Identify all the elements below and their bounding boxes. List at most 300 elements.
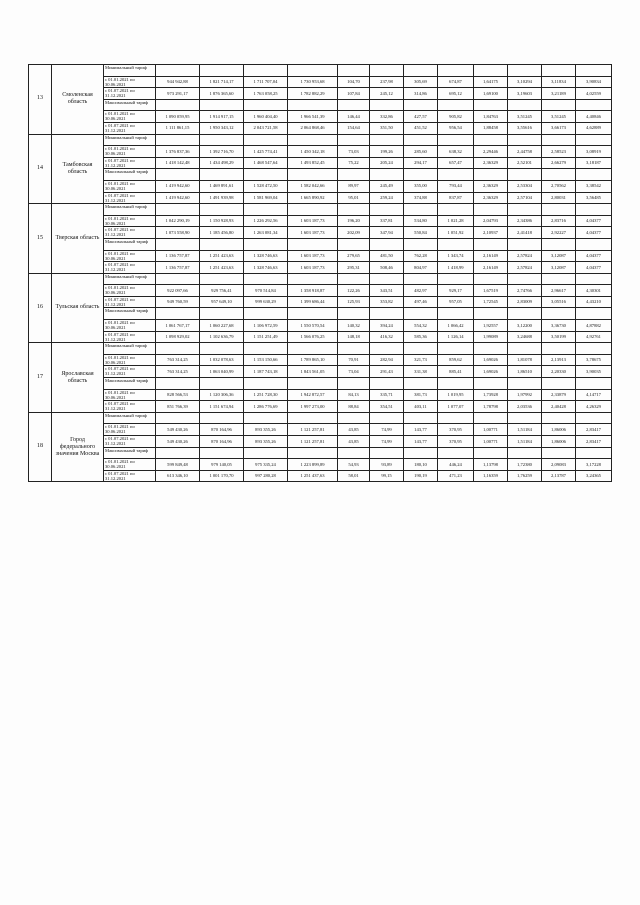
table-row <box>29 285 612 297</box>
value-cell: 1,88458 <box>474 122 508 134</box>
table-row <box>29 296 612 308</box>
value-cell: 2,83009 <box>508 296 542 308</box>
value-cell: 1,73928 <box>474 389 508 401</box>
value-cell: 859,62 <box>438 354 474 366</box>
value-cell: 1,00771 <box>474 436 508 448</box>
value-cell: 337,81 <box>370 215 404 227</box>
value-cell: 929,17 <box>438 285 474 297</box>
value-cell: 403,11 <box>404 401 438 413</box>
value-cell: 314,86 <box>404 88 438 100</box>
value-cell: 1,69026 <box>474 354 508 366</box>
table-row <box>29 366 612 378</box>
value-cell: 3,78675 <box>576 354 612 366</box>
empty-cell <box>370 238 404 250</box>
empty-cell <box>404 447 438 459</box>
value-cell: 4,92761 <box>576 331 612 343</box>
value-cell: 190,19 <box>404 470 438 482</box>
value-cell: 2,36329 <box>474 157 508 169</box>
value-cell: 3,12087 <box>542 262 576 274</box>
value-cell: 279,65 <box>338 250 370 262</box>
value-cell: 122,26 <box>338 285 370 297</box>
table-row <box>29 436 612 448</box>
value-cell: 88,84 <box>338 401 370 413</box>
value-cell: 245,49 <box>370 180 404 192</box>
value-cell: 1,81078 <box>508 354 542 366</box>
row-number: 16 <box>29 273 52 343</box>
value-cell: 1,69100 <box>474 88 508 100</box>
value-cell: 1 914 917,15 <box>200 111 244 123</box>
value-cell: 353,82 <box>370 296 404 308</box>
value-cell: 1,78798 <box>474 401 508 413</box>
period-cell: с 01.07.2021 по 31.12.2021 <box>104 227 156 239</box>
value-cell: 95,01 <box>338 192 370 204</box>
value-cell: 1 763 058,25 <box>244 88 288 100</box>
value-cell: 2,66279 <box>542 157 576 169</box>
table-row <box>29 331 612 343</box>
value-cell: 4,62889 <box>576 122 612 134</box>
empty-cell <box>404 273 438 285</box>
value-cell: 199,26 <box>370 146 404 158</box>
value-cell: 245,12 <box>370 88 404 100</box>
value-cell: 929 756,41 <box>200 285 244 297</box>
value-cell: 2,41418 <box>508 227 542 239</box>
value-cell: 793,44 <box>438 180 474 192</box>
value-cell: 1,86510 <box>508 366 542 378</box>
empty-cell <box>370 204 404 216</box>
value-cell: 3,51245 <box>508 111 542 123</box>
value-cell: 1 469 891,61 <box>200 180 244 192</box>
value-cell: 2,36329 <box>474 192 508 204</box>
value-cell: 1 226 292,56 <box>244 215 288 227</box>
empty-cell <box>576 412 612 424</box>
value-cell: 1 491 939,98 <box>200 192 244 204</box>
value-cell: 4,26329 <box>576 401 612 413</box>
value-cell: 259,24 <box>370 192 404 204</box>
empty-cell <box>438 343 474 355</box>
value-cell: 599 849,48 <box>156 459 200 471</box>
value-cell: 1 251 423,63 <box>200 262 244 274</box>
value-cell: 1 150 928,93 <box>200 215 244 227</box>
table-row <box>29 88 612 100</box>
value-cell: 1 120 306,36 <box>200 389 244 401</box>
empty-cell <box>288 378 338 390</box>
empty-cell <box>542 412 576 424</box>
value-cell: 3,12087 <box>542 250 576 262</box>
empty-cell <box>370 447 404 459</box>
value-cell: 1 603 187,73 <box>288 215 338 227</box>
empty-cell <box>288 99 338 111</box>
value-cell: 2,44758 <box>508 146 542 158</box>
tariff-group-label-row <box>29 447 612 459</box>
empty-cell <box>370 412 404 424</box>
table-row <box>29 459 612 471</box>
empty-cell <box>370 65 404 77</box>
empty-cell <box>200 65 244 77</box>
value-cell: 2,04793 <box>474 215 508 227</box>
empty-cell <box>474 343 508 355</box>
value-cell: 3,66173 <box>542 122 576 134</box>
value-cell: 1 328 746,63 <box>244 262 288 274</box>
value-cell: 870 164,96 <box>200 424 244 436</box>
value-cell: 1 343,74 <box>438 250 474 262</box>
empty-cell <box>288 308 338 320</box>
value-cell: 1 328 746,63 <box>244 250 288 262</box>
empty-cell <box>542 238 576 250</box>
value-cell: 3,12200 <box>508 320 542 332</box>
empty-cell <box>156 412 200 424</box>
value-cell: 1 997 273,00 <box>288 401 338 413</box>
value-cell: 347,94 <box>370 227 404 239</box>
value-cell: 957 649,10 <box>200 296 244 308</box>
empty-cell <box>156 134 200 146</box>
value-cell: 957,05 <box>438 296 474 308</box>
value-cell: 2,83716 <box>542 215 576 227</box>
value-cell: 3,24688 <box>508 331 542 343</box>
period-cell: с 01.01.2021 по 30.06.2021 <box>104 285 156 297</box>
period-cell: с 01.01.2021 по 30.06.2021 <box>104 180 156 192</box>
value-cell: 1 136 757,87 <box>156 250 200 262</box>
period-cell: с 01.01.2021 по 30.06.2021 <box>104 424 156 436</box>
value-cell: 3,38542 <box>576 180 612 192</box>
empty-cell <box>576 273 612 285</box>
value-cell: 1 051,92 <box>438 227 474 239</box>
empty-cell <box>244 65 288 77</box>
value-cell: 1,69026 <box>474 366 508 378</box>
empty-cell <box>288 447 338 459</box>
empty-cell <box>200 308 244 320</box>
value-cell: 1 582 042,66 <box>288 180 338 192</box>
value-cell: 291,43 <box>370 366 404 378</box>
empty-cell <box>404 343 438 355</box>
empty-cell <box>542 273 576 285</box>
value-cell: 140,32 <box>338 320 370 332</box>
value-cell: 1 063 040,99 <box>200 366 244 378</box>
value-cell: 1,72545 <box>474 296 508 308</box>
value-cell: 2,57824 <box>508 250 542 262</box>
value-cell: 343,51 <box>370 285 404 297</box>
value-cell: 2,03536 <box>508 401 542 413</box>
tariff-type-label: Максимальный тариф <box>104 99 156 111</box>
tariff-group-label-row <box>29 65 612 77</box>
value-cell: 613 346,10 <box>156 470 200 482</box>
value-cell: 3,36730 <box>542 320 576 332</box>
empty-cell <box>508 343 542 355</box>
value-cell: 997 280,28 <box>244 470 288 482</box>
period-cell: с 01.01.2021 по 30.06.2021 <box>104 111 156 123</box>
value-cell: 1 151 251,49 <box>244 331 288 343</box>
region-name: Тульская область <box>52 273 104 343</box>
table-row <box>29 354 612 366</box>
table-row <box>29 227 612 239</box>
empty-cell <box>474 447 508 459</box>
empty-cell <box>438 412 474 424</box>
value-cell: 1 493 852,45 <box>288 157 338 169</box>
value-cell: 1 001 170,70 <box>200 470 244 482</box>
value-cell: 2,57104 <box>508 192 542 204</box>
value-cell: 1,97992 <box>508 389 542 401</box>
tariff-group-label-row <box>29 378 612 390</box>
empty-cell <box>370 343 404 355</box>
table-row <box>29 215 612 227</box>
value-cell: 4,40846 <box>576 111 612 123</box>
value-cell: 1 151 674,94 <box>200 401 244 413</box>
value-cell: 2,40428 <box>542 401 576 413</box>
value-cell: 332,86 <box>370 111 404 123</box>
value-cell: 4,04377 <box>576 262 612 274</box>
value-cell: 1 251 437,63 <box>288 470 338 482</box>
empty-cell <box>244 238 288 250</box>
tariff-type-label: Максимальный тариф <box>104 238 156 250</box>
region-name: Ярославская область <box>52 343 104 413</box>
value-cell: 1,86006 <box>542 424 576 436</box>
empty-cell <box>156 204 200 216</box>
value-cell: 1 665 890,92 <box>288 192 338 204</box>
empty-cell <box>508 134 542 146</box>
value-cell: 1 358 918,87 <box>288 285 338 297</box>
value-cell: 75,22 <box>338 157 370 169</box>
empty-cell <box>288 273 338 285</box>
period-cell: с 01.07.2021 по 31.12.2021 <box>104 436 156 448</box>
value-cell: 2,09083 <box>542 459 576 471</box>
empty-cell <box>338 343 370 355</box>
period-cell: с 01.07.2021 по 31.12.2021 <box>104 262 156 274</box>
empty-cell <box>404 65 438 77</box>
value-cell: 125,93 <box>338 296 370 308</box>
value-cell: 74,99 <box>370 436 404 448</box>
period-cell: с 01.01.2021 по 30.06.2021 <box>104 146 156 158</box>
value-cell: 70,91 <box>338 354 370 366</box>
empty-cell <box>244 308 288 320</box>
empty-cell <box>244 204 288 216</box>
empty-cell <box>438 273 474 285</box>
value-cell: 905,82 <box>438 111 474 123</box>
period-cell: с 01.07.2021 по 31.12.2021 <box>104 88 156 100</box>
value-cell: 1 121 257,81 <box>288 424 338 436</box>
value-cell: 1,99089 <box>474 331 508 343</box>
value-cell: 202,09 <box>338 227 370 239</box>
empty-cell <box>200 169 244 181</box>
empty-cell <box>338 412 370 424</box>
table-row <box>29 146 612 158</box>
empty-cell <box>338 238 370 250</box>
empty-cell <box>200 238 244 250</box>
table-row <box>29 111 612 123</box>
empty-cell <box>542 308 576 320</box>
value-cell: 374,88 <box>404 192 438 204</box>
value-cell: 154,64 <box>338 122 370 134</box>
value-cell: 2,36329 <box>474 180 508 192</box>
value-cell: 74,99 <box>370 424 404 436</box>
value-cell: 3,56485 <box>576 192 612 204</box>
empty-cell <box>288 204 338 216</box>
value-cell: 549 430,26 <box>156 436 200 448</box>
period-cell: с 01.01.2021 по 30.06.2021 <box>104 354 156 366</box>
empty-cell <box>438 204 474 216</box>
value-cell: 979 140,05 <box>200 459 244 471</box>
empty-cell <box>542 343 576 355</box>
value-cell: 481,50 <box>370 250 404 262</box>
empty-cell <box>156 65 200 77</box>
value-cell: 1 136 757,87 <box>156 262 200 274</box>
value-cell: 1 111 861,15 <box>156 122 200 134</box>
value-cell: 763 314,25 <box>156 366 200 378</box>
value-cell: 949 760,59 <box>156 296 200 308</box>
empty-cell <box>244 99 288 111</box>
value-cell: 1 021,28 <box>438 215 474 227</box>
value-cell: 1,16359 <box>474 470 508 482</box>
value-cell: 2,57824 <box>508 262 542 274</box>
value-cell: 1,67519 <box>474 285 508 297</box>
empty-cell <box>508 412 542 424</box>
empty-cell <box>438 378 474 390</box>
empty-cell <box>244 169 288 181</box>
tariff-group-label-row <box>29 308 612 320</box>
value-cell: 1 185 456,80 <box>200 227 244 239</box>
value-cell: 295,31 <box>338 262 370 274</box>
empty-cell <box>156 99 200 111</box>
value-cell: 1 782 882,29 <box>288 88 338 100</box>
value-cell: 2,29446 <box>474 146 508 158</box>
empty-cell <box>404 378 438 390</box>
tariff-type-label: Минимальный тариф <box>104 412 156 424</box>
empty-cell <box>338 65 370 77</box>
value-cell: 427,57 <box>404 111 438 123</box>
empty-cell <box>438 308 474 320</box>
value-cell: 837,87 <box>438 192 474 204</box>
value-cell: 3,90834 <box>576 76 612 88</box>
row-number: 18 <box>29 412 52 482</box>
value-cell: 370,95 <box>438 424 474 436</box>
empty-cell <box>474 99 508 111</box>
value-cell: 1 418,99 <box>438 262 474 274</box>
tariff-group-label-row <box>29 412 612 424</box>
value-cell: 1 603 187,73 <box>288 262 338 274</box>
value-cell: 550,84 <box>404 227 438 239</box>
value-cell: 3,55616 <box>508 122 542 134</box>
empty-cell <box>200 447 244 459</box>
empty-cell <box>370 169 404 181</box>
value-cell: 2,10937 <box>474 227 508 239</box>
value-cell: 944 942,88 <box>156 76 200 88</box>
empty-cell <box>508 238 542 250</box>
empty-cell <box>288 169 338 181</box>
empty-cell <box>576 65 612 77</box>
value-cell: 294,17 <box>404 157 438 169</box>
value-cell: 1 251 728,30 <box>244 389 288 401</box>
value-cell: 1 730 953,68 <box>288 76 338 88</box>
value-cell: 1 106 972,59 <box>244 320 288 332</box>
period-cell: с 01.07.2021 по 31.12.2021 <box>104 122 156 134</box>
value-cell: 335,71 <box>370 389 404 401</box>
value-cell: 148,18 <box>338 331 370 343</box>
empty-cell <box>438 134 474 146</box>
period-cell: с 01.07.2021 по 31.12.2021 <box>104 157 156 169</box>
period-cell: с 01.01.2021 по 30.06.2021 <box>104 389 156 401</box>
value-cell: 1 126,14 <box>438 331 474 343</box>
empty-cell <box>244 447 288 459</box>
empty-cell <box>474 378 508 390</box>
empty-cell <box>404 169 438 181</box>
value-cell: 549 430,26 <box>156 424 200 436</box>
value-cell: 2,58523 <box>542 146 576 158</box>
tariff-group-label-row <box>29 134 612 146</box>
tariff-table <box>28 64 612 482</box>
empty-cell <box>156 378 200 390</box>
value-cell: 3,24365 <box>576 470 612 482</box>
value-cell: 828 566,53 <box>156 389 200 401</box>
empty-cell <box>404 412 438 424</box>
empty-cell <box>404 238 438 250</box>
value-cell: 4,87882 <box>576 320 612 332</box>
value-cell: 885,41 <box>438 366 474 378</box>
period-cell: с 01.01.2021 по 30.06.2021 <box>104 215 156 227</box>
empty-cell <box>288 412 338 424</box>
value-cell: 143,77 <box>404 436 438 448</box>
row-number: 14 <box>29 134 52 204</box>
value-cell: 497,46 <box>404 296 438 308</box>
tariff-table-body <box>29 65 612 482</box>
empty-cell <box>156 169 200 181</box>
value-cell: 1,84763 <box>474 111 508 123</box>
value-cell: 3,50199 <box>542 331 576 343</box>
value-cell: 84,13 <box>338 389 370 401</box>
tariff-type-label: Минимальный тариф <box>104 204 156 216</box>
value-cell: 1 066,42 <box>438 320 474 332</box>
value-cell: 285,60 <box>404 146 438 158</box>
empty-cell <box>156 238 200 250</box>
value-cell: 2,34386 <box>508 215 542 227</box>
empty-cell <box>474 238 508 250</box>
value-cell: 2,16149 <box>474 250 508 262</box>
period-cell: с 01.01.2021 по 30.06.2021 <box>104 76 156 88</box>
empty-cell <box>244 273 288 285</box>
value-cell: 2,13787 <box>542 470 576 482</box>
value-cell: 534,80 <box>404 215 438 227</box>
empty-cell <box>404 308 438 320</box>
empty-cell <box>338 169 370 181</box>
empty-cell <box>288 65 338 77</box>
table-row <box>29 157 612 169</box>
value-cell: 1 566 076,25 <box>288 331 338 343</box>
tariff-group-label-row <box>29 169 612 181</box>
table-row <box>29 250 612 262</box>
empty-cell <box>474 65 508 77</box>
empty-cell <box>370 134 404 146</box>
tariff-type-label: Максимальный тариф <box>104 308 156 320</box>
value-cell: 2 043 721,58 <box>244 122 288 134</box>
value-cell: 2,52101 <box>508 157 542 169</box>
empty-cell <box>438 169 474 181</box>
empty-cell <box>508 99 542 111</box>
value-cell: 451,52 <box>404 122 438 134</box>
empty-cell <box>244 134 288 146</box>
value-cell: 73,03 <box>338 146 370 158</box>
value-cell: 3,05516 <box>542 296 576 308</box>
empty-cell <box>576 308 612 320</box>
empty-cell <box>508 204 542 216</box>
empty-cell <box>474 169 508 181</box>
value-cell: 143,77 <box>404 424 438 436</box>
value-cell: 99,15 <box>370 470 404 482</box>
value-cell: 2,80031 <box>542 192 576 204</box>
value-cell: 93,89 <box>370 459 404 471</box>
row-number: 17 <box>29 343 52 413</box>
value-cell: 4,14717 <box>576 389 612 401</box>
empty-cell <box>474 204 508 216</box>
period-cell: с 01.01.2021 по 30.06.2021 <box>104 320 156 332</box>
value-cell: 1 419 942,60 <box>156 192 200 204</box>
value-cell: 1 376 837,36 <box>156 146 200 158</box>
